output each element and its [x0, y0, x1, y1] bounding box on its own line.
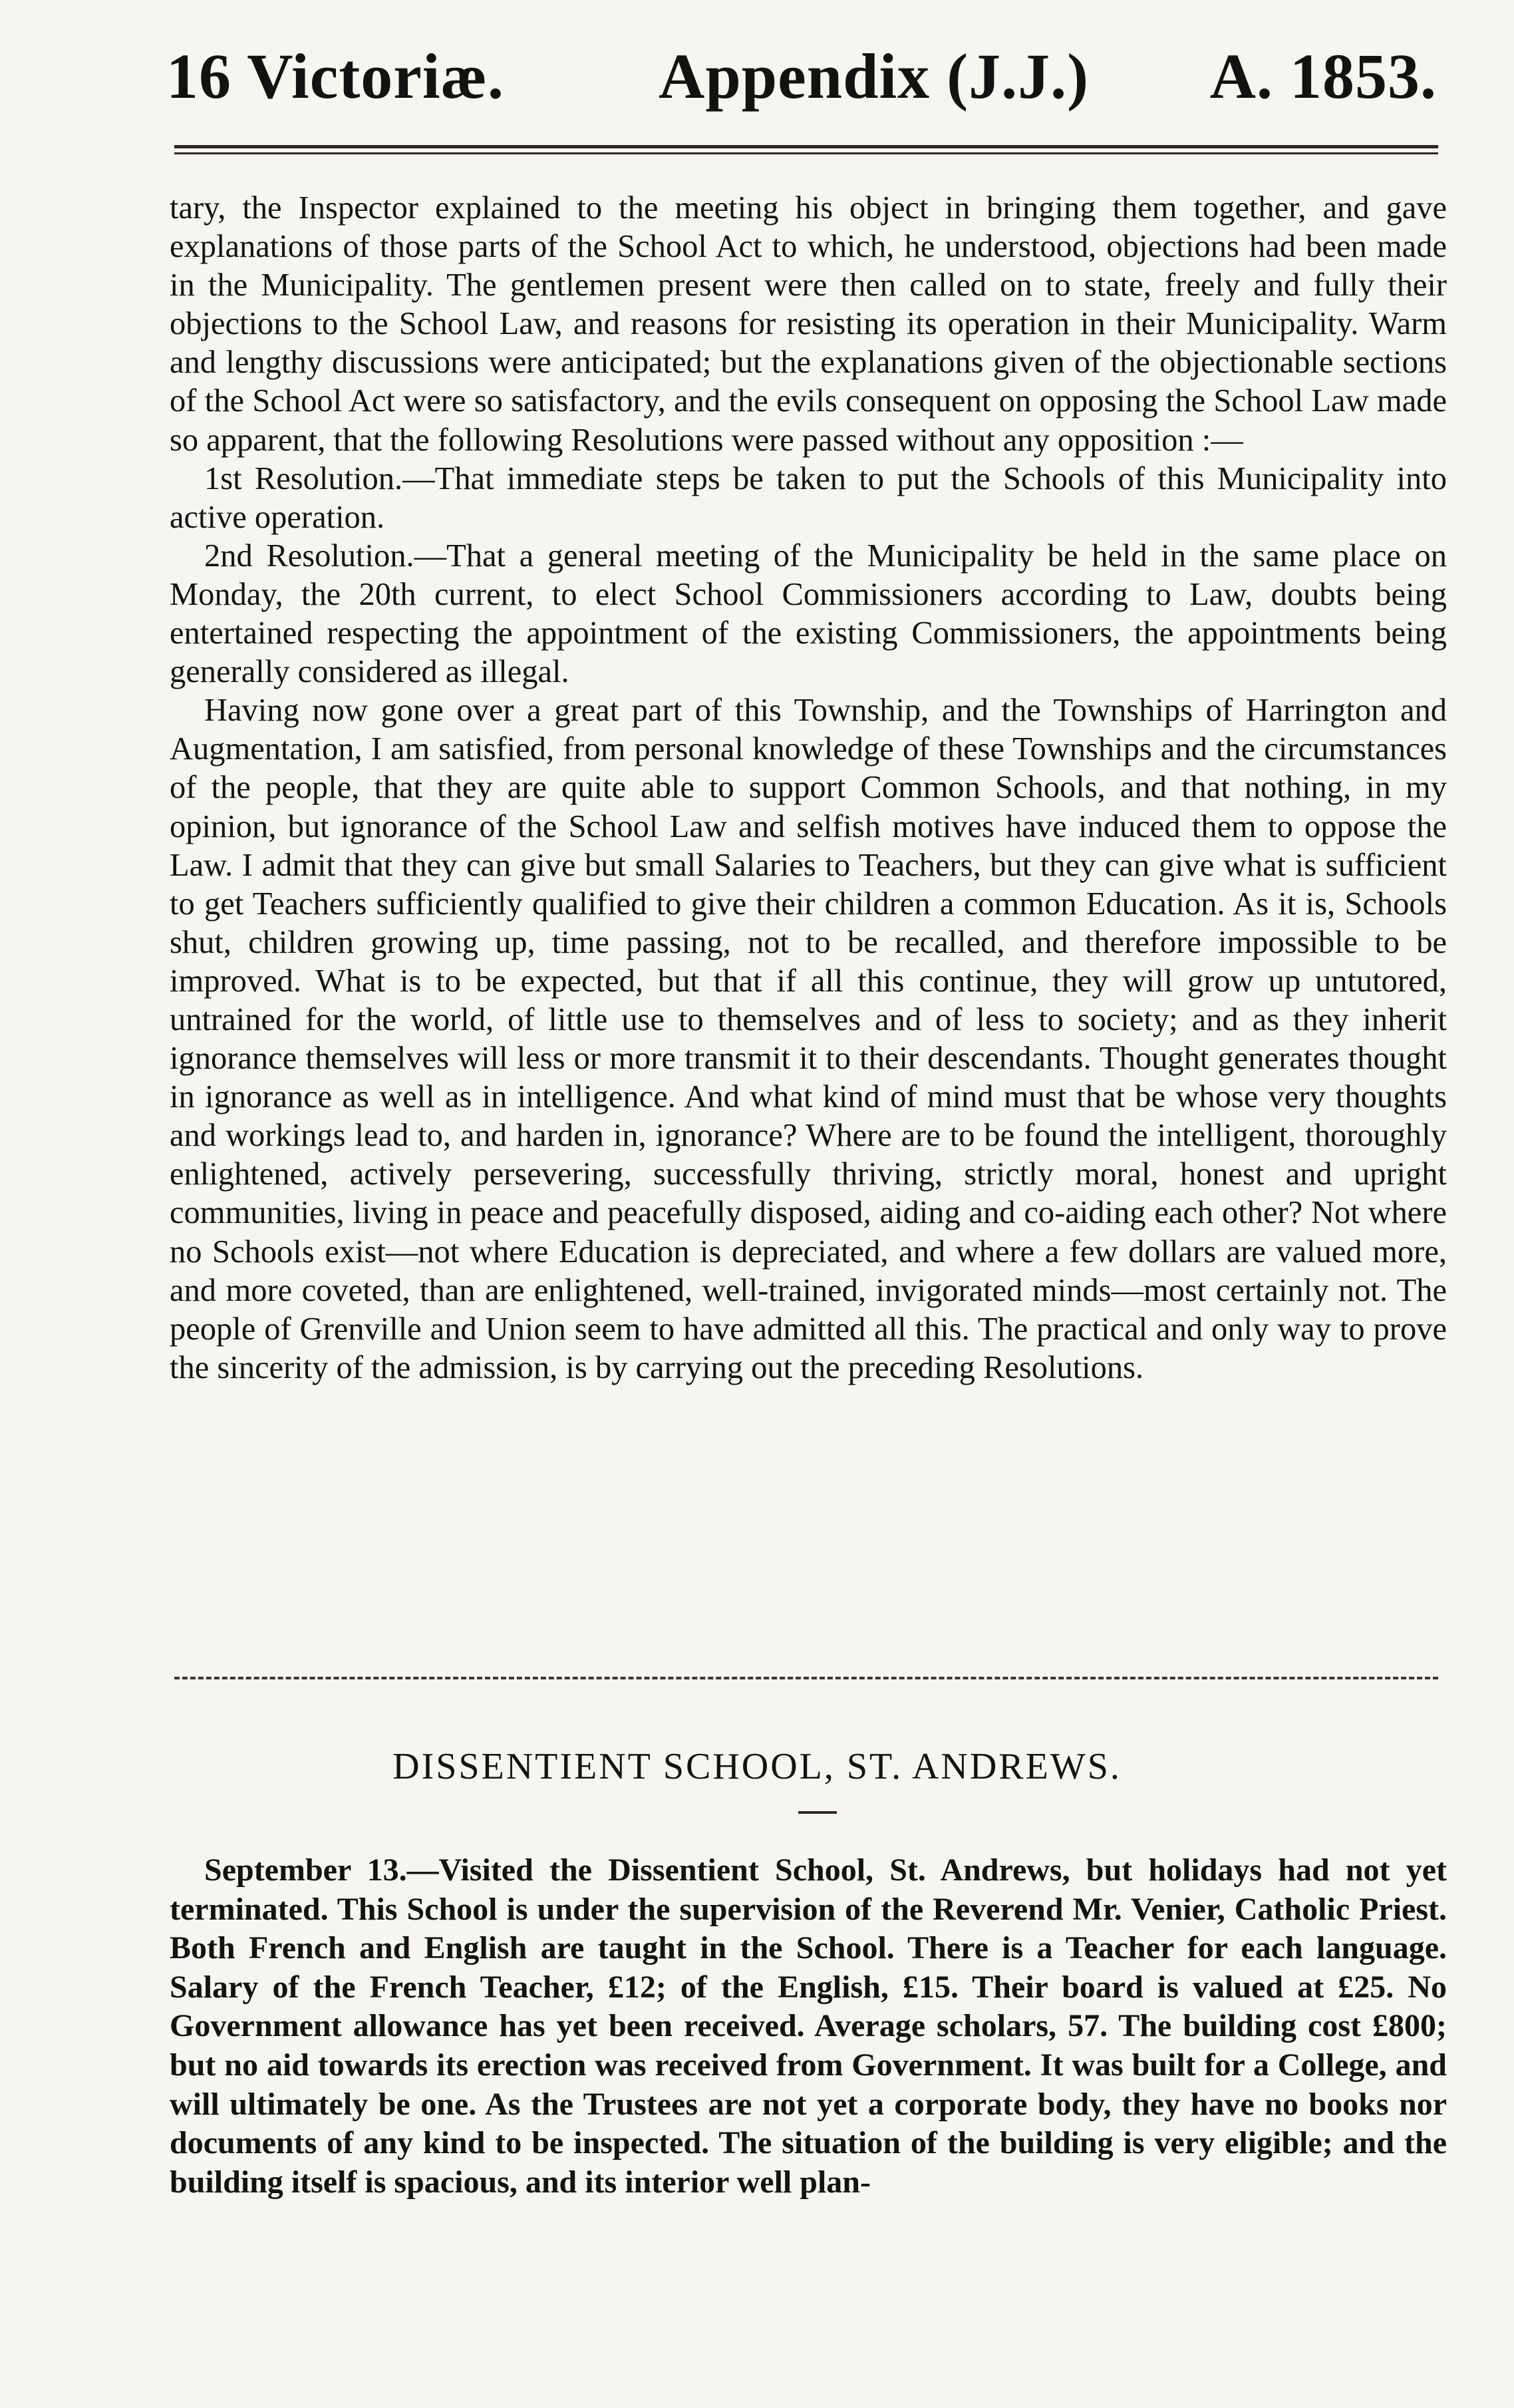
paragraph-observations: Having now gone over a great part of this Township, and the Townships of Harrington and Augmentation, I am satisfied, from personal knowledge of these Townships and the circumstances of the people, that they are quite able to support Common Schools, and that nothing, in my opinion, but ignorance of the School Law and selfish motives have induced them to oppose the Law. I admit that they can give but small Salaries to Teachers, but they can give what is sufficient to get Teachers sufficiently qualified to give their children a common Education. As it is, Schools shut, children growing up, time passing, not to be recalled, and therefore impossible to be improved. What is to be expected, but that if all this continue, they will grow up untutored, untrained for the world, of little use to themselves and of less to society; and as they inherit ignorance themselves will less or more transmit it to their descendants. Thought generates thought in ignorance as well as in intelligence. And what kind of mind must that be whose very thoughts and workings lead to, and harden in, ignorance? Where are to be found the intelligent, thoroughly enlightened, actively persevering, successfully thriving, strictly moral, honest and upright communities, living in peace and peacefully disposed, aiding and co-aiding each other? Not where no Schools exist—not where Education is depreciated, and where a few dollars are valued more, and more coveted, than are enlightened, well-trained, invigorated minds—most certainly not. The people of Grenville and Union seem to have admitted all this. The practical and only way to prove the sincerity of the admission, is by carrying out the preceding Resolutions. [170, 693, 1447, 1385]
paragraph-resolution-1: 1st Resolution.—That immediate steps be taken to put the Schools of this Municipality into active operation. [170, 460, 1447, 535]
paragraph-resolution-2: 2nd Resolution.—That a general meeting of the Municipality be held in the same place on Monday, the 20th current, to elect School Commissioners according to Law, doubts being entertained respecting the appointment of the existing Commissioners, the appointments being generally considered as illegal. [170, 538, 1447, 690]
header-appendix-title: Appendix (J.J.) [659, 41, 1090, 112]
section-divider [174, 1677, 1438, 1679]
header-double-rule [174, 145, 1438, 154]
header-year: A. 1853. [1209, 41, 1437, 112]
section-heading: DISSENTIENT SCHOOL, ST. ANDREWS. [392, 1746, 1122, 1787]
section-body [170, 1851, 1447, 2202]
page-header [166, 40, 1443, 113]
heading-short-rule [798, 1811, 837, 1814]
header-regnal-year: 16 Victoriæ. [166, 41, 504, 112]
report-body [170, 189, 1447, 1387]
paragraph-dissentient-school: September 13.—Visited the Dissentient School, St. Andrews, but holidays had not yet terminated. This School is under the supervision of the Reverend Mr. Venier, Catholic Priest. Both French and English are taught in the School. There is a Teacher for each language. Salary of the French Teacher, £12; of the English, £15. Their board is valued at £25. No Government allowance has yet been received. Average scholars, 57. The building cost £800; but no aid towards its erection was received from Government. It was built for a College, and will ultimately be one. As the Trustees are not yet a corporate body, they have no books nor documents of any kind to be inspected. The situation of the building is very eligible; and the building itself is spacious, and its interior well plan- [170, 1852, 1447, 2200]
paragraph-continuation: tary, the Inspector explained to the meeting his object in bringing them together, and gave explanations of those parts of the School Act to which, he understood, objections had been made in the Municipality. The gentlemen present were then called on to state, freely and fully their objections to the School Law, and reasons for resisting its operation in their Municipality. Warm and lengthy discussions were anticipated; but the explanations given of the objectionable sections of the School Act were so satisfactory, and the evils consequent on opposing the School Law made so apparent, that the following Resolutions were passed without any opposition :— [170, 190, 1447, 458]
